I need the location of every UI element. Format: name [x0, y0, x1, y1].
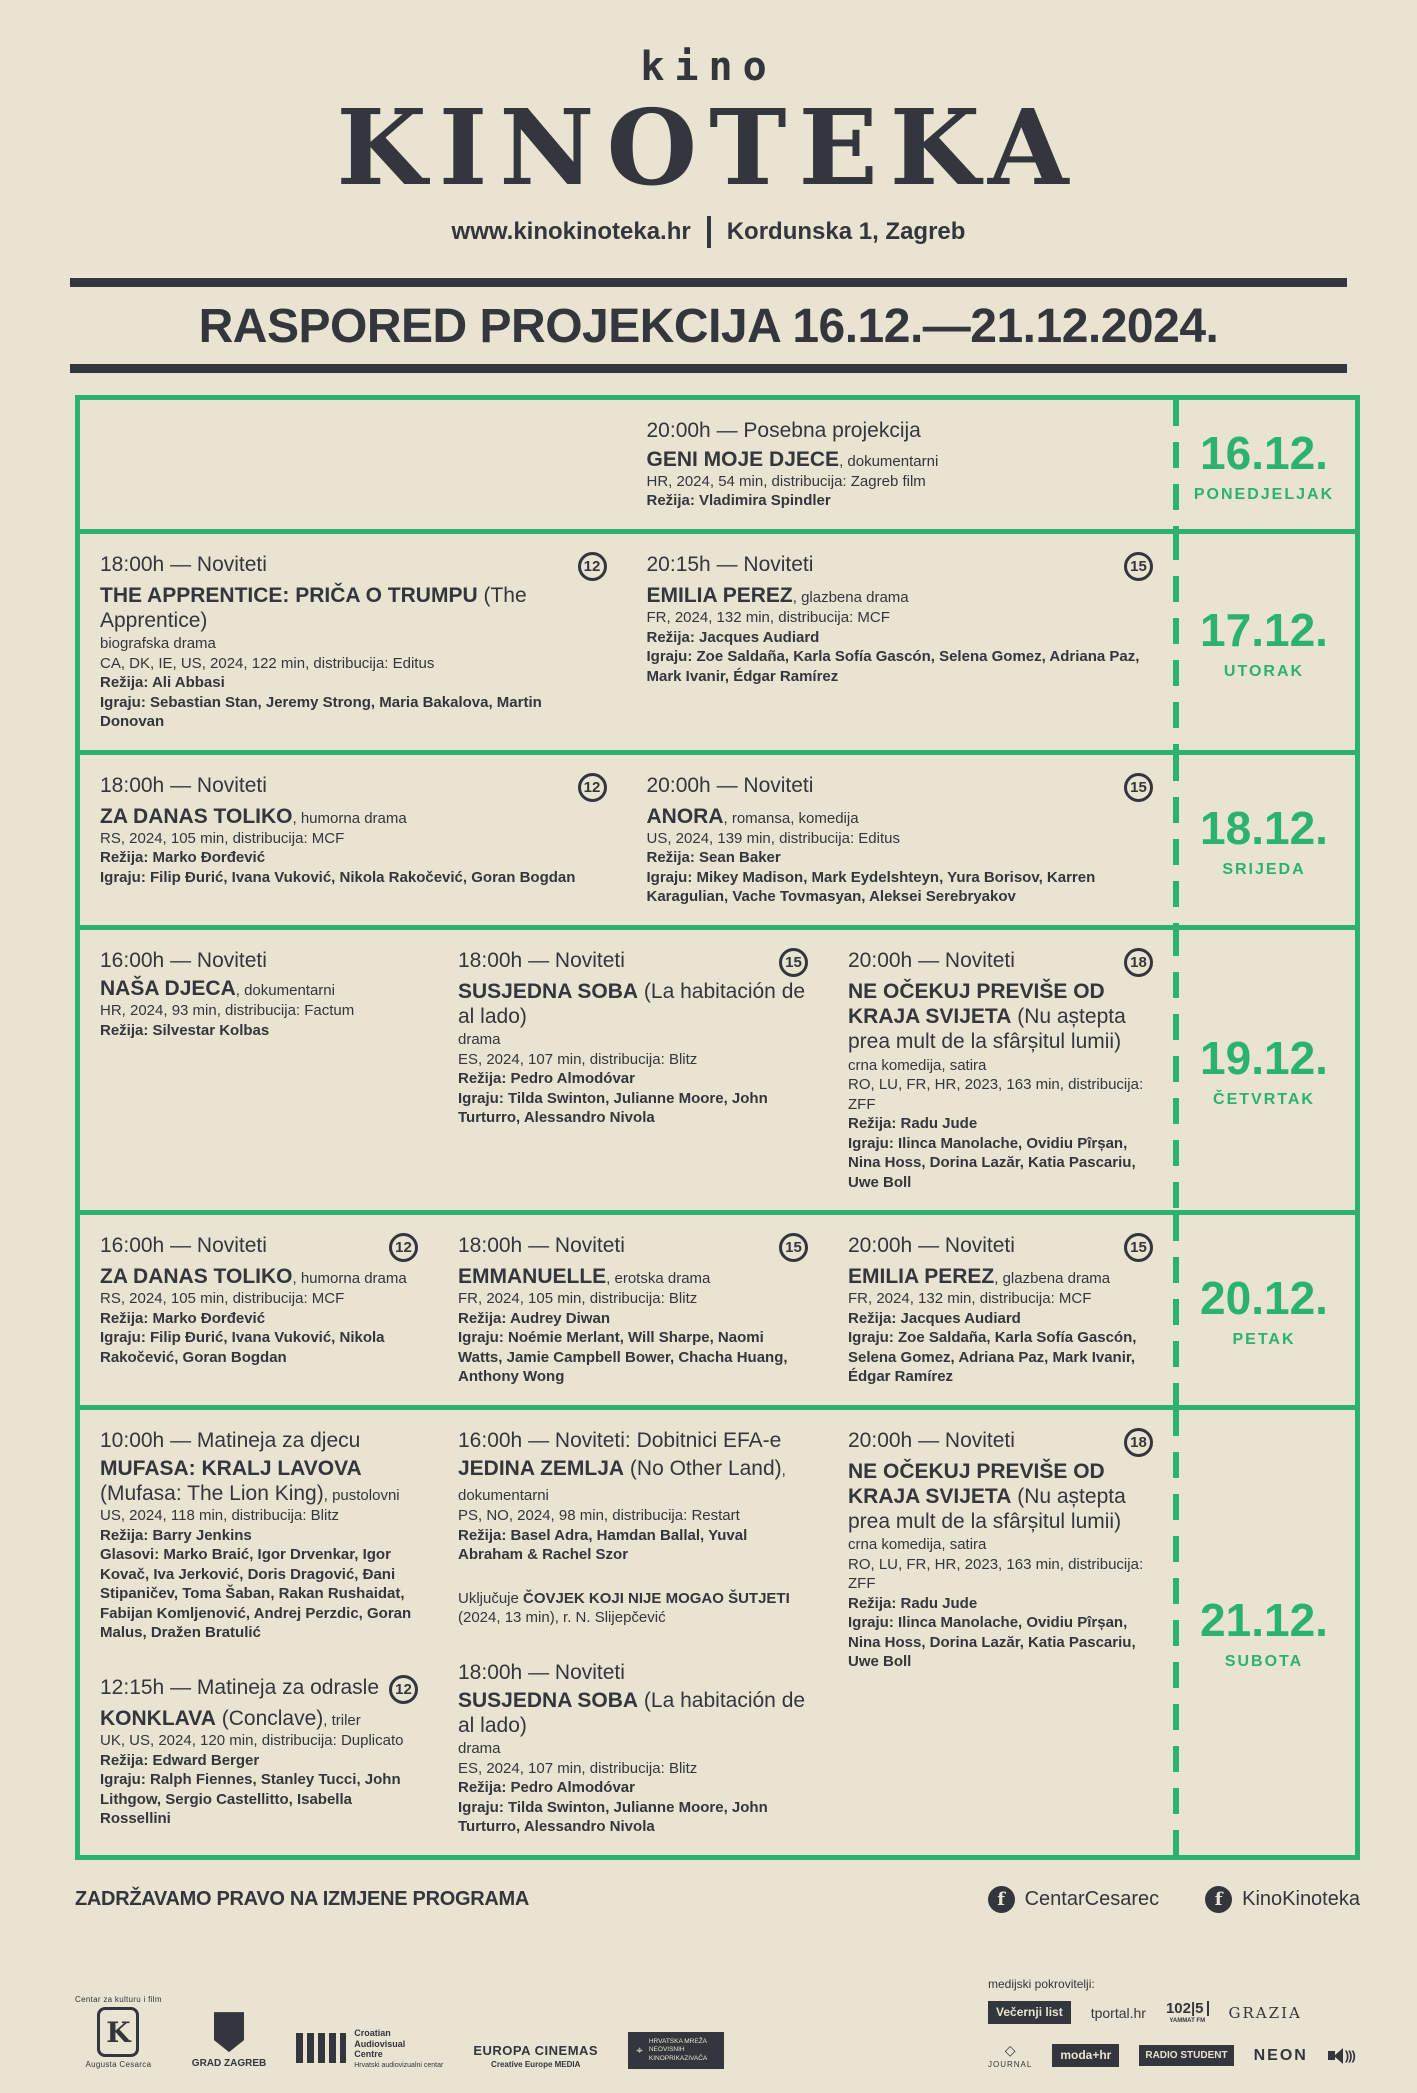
schedule-cell	[438, 1416, 828, 1849]
film-cast: Igraju: Ralph Fiennes, Stanley Tucci, John Lithgow, Sergio Castellitto, Isabella Rossellini	[100, 1771, 401, 1828]
age-rating-badge: 12	[578, 773, 607, 802]
film-title-line	[458, 979, 808, 1029]
website-text: www.kinokinoteka.hr	[451, 218, 691, 246]
film-title: EMILIA PEREZ	[848, 1265, 995, 1289]
film-title: MUFASA: KRALJ LAVOVA	[100, 1456, 362, 1480]
film-title-line	[100, 583, 607, 633]
age-rating-badge: 15	[1124, 773, 1153, 802]
note-prefix: Uključuje	[458, 1589, 524, 1607]
schedule-cell	[828, 936, 1173, 1204]
facebook-item	[988, 1886, 1160, 1913]
day-name: UTORAK	[1223, 662, 1305, 680]
day-name: SUBOTA	[1224, 1653, 1304, 1671]
yammat-fm-logo	[1166, 2001, 1209, 2024]
age-rating-badge: 18	[1124, 1428, 1153, 1457]
facebook-handle: KinoKinoteka	[1242, 1887, 1360, 1910]
film-cast: Igraju: Ilinca Manolache, Ovidiu Pîrșan, Nina Hoss, Dorina Lazăr, Katia Pascariu, Uwe Boll	[848, 1134, 1136, 1191]
age-rating-badge: 15	[1124, 1233, 1153, 1262]
film-title: SUSJEDNA SOBA	[458, 979, 639, 1003]
film-title-line	[100, 1264, 418, 1289]
screening-time-row	[848, 1233, 1153, 1262]
europa-cinemas-name: EUROPA CINEMAS	[473, 2043, 599, 2059]
film-details: CA, DK, IE, US, 2024, 122 min, distribucija: Editus	[100, 654, 435, 672]
schedule-cell	[80, 1221, 438, 1399]
screening-time: 18:00h — Noviteti	[100, 773, 267, 797]
film-details: FR, 2024, 105 min, distribucija: Blitz	[458, 1290, 698, 1308]
film-original-title: (La habitación de al lado)	[458, 979, 806, 1029]
film-genre: , glazbena drama	[792, 588, 909, 606]
film-director: Režija: Jacques Audiard	[646, 628, 820, 646]
film-director: Režija: Jacques Audiard	[848, 1309, 1021, 1327]
havc-subtitle: Hrvatski audiovizualni centar	[354, 2062, 444, 2070]
film-cast: Glasovi: Marko Braić, Igor Drvenkar, Igor Kovač, Iva Jerković, Doris Dragović, Đani Stipaničev, Toma Šaban, Rakan Rushaidat, Fabijan Komljenović, Andrej Perzdic, Goran Malus, Dražen Bratulić	[100, 1546, 412, 1642]
grad-zagreb-label: GRAD ZAGREB	[191, 2058, 267, 2070]
moda-hr-logo: moda+hr	[1052, 2044, 1119, 2067]
day-name: PETAK	[1232, 1330, 1296, 1348]
film-title: GENI MOJE DJECE	[646, 447, 840, 471]
film-director: Režija: Pedro Almodóvar	[458, 1779, 635, 1797]
film-director: Režija: Edward Berger	[100, 1751, 260, 1769]
film-original-title: (Nu aștepta prea mult de la sfârșitul lumii)	[848, 1005, 1126, 1054]
media-sponsors-label: medijski pokrovitelji:	[988, 1976, 1095, 1991]
screening-entry	[848, 948, 1153, 1192]
film-original-title: (Conclave)	[215, 1706, 324, 1730]
film-details: US, 2024, 118 min, distribucija: Blitz	[100, 1507, 339, 1525]
film-director: Režija: Ali Abbasi	[100, 674, 225, 692]
speaker-cone	[1334, 2048, 1343, 2064]
speaker-icon	[1328, 2048, 1355, 2064]
film-title-line	[848, 979, 1153, 1055]
film-genre: , dokumentarni	[458, 1461, 786, 1505]
screening-time-row	[100, 1675, 418, 1704]
film-title: NAŠA DJECA	[100, 977, 236, 1001]
film-title: EMILIA PEREZ	[646, 583, 793, 607]
screening-time: 20:00h — Noviteti	[848, 948, 1015, 972]
logo-kino-small: kino	[640, 44, 777, 90]
note-film-title: ČOVJEK KOJI NIJE MOGAO ŠUTJETI	[523, 1589, 790, 1607]
havc-name: Croatian Audiovisual Centre	[354, 2027, 406, 2060]
screening-time: 12:15h — Matineja za odrasle	[100, 1675, 379, 1699]
screening-entry	[848, 1233, 1153, 1387]
film-director: Režija: Radu Jude	[848, 1115, 978, 1133]
age-rating-badge: 18	[1124, 948, 1153, 977]
film-title-line	[458, 1688, 808, 1738]
film-cast: Igraju: Ilinca Manolache, Ovidiu Pîrșan, Nina Hoss, Dorina Lazăr, Katia Pascariu, Uwe Boll	[848, 1614, 1136, 1671]
zagreb-shield-icon	[214, 2012, 244, 2052]
day-cells	[80, 1410, 1173, 1855]
address-separator	[707, 216, 711, 248]
program-change-note: ZADRŽAVAMO PRAVO NA IZMJENE PROGRAMA	[75, 1887, 530, 1910]
cff-logo	[75, 1995, 162, 2069]
film-genre: , erotska drama	[606, 1270, 711, 1288]
journal-logo	[988, 2042, 1032, 2069]
divider-rule-top	[70, 278, 1347, 287]
tportal-logo: tportal.hr	[1090, 2004, 1146, 2021]
screening-entry	[100, 773, 607, 888]
date-label: 21.12.	[1200, 1594, 1328, 1647]
mreza-label: HRVATSKA MREŽA NEOVISNIH KINOPRIKAZIVAČA	[648, 2037, 708, 2062]
schedule-cell	[828, 1416, 1173, 1849]
film-genre: , humorna drama	[292, 1270, 407, 1288]
film-title: ANORA	[646, 804, 724, 828]
film-director: Režija: Sean Baker	[646, 849, 781, 867]
mreza-logo	[628, 2032, 724, 2069]
film-cast: Igraju: Filip Đurić, Ivana Vuković, Nikola Rakočević, Goran Bogdan	[100, 868, 576, 886]
screening-time-row	[458, 1660, 808, 1686]
schedule-cell	[828, 1221, 1173, 1399]
film-title: ZA DANAS TOLIKO	[100, 804, 293, 828]
schedule-cell	[627, 406, 1174, 522]
day-cells	[80, 930, 1173, 1210]
schedule-cell	[438, 1221, 828, 1399]
facebook-handle: CentarCesarec	[1024, 1887, 1160, 1910]
screening-entry	[100, 948, 418, 1040]
footer-row	[75, 1886, 1360, 1913]
film-details: RS, 2024, 105 min, distribucija: MCF	[100, 1290, 345, 1308]
screening-time-row	[458, 1428, 808, 1454]
yammat-subtitle: YAMMAT FM	[1169, 2018, 1206, 2025]
cff-logo-mark: K	[97, 2007, 139, 2057]
film-genre-line: crna komedija, satira	[848, 1536, 987, 1554]
address-line	[0, 216, 1417, 248]
divider-rule-bottom	[70, 364, 1347, 373]
age-rating-badge: 15	[779, 948, 808, 977]
date-label: 18.12.	[1200, 801, 1328, 854]
film-title: EMMANUELLE	[458, 1265, 607, 1289]
film-details: PS, NO, 2024, 98 min, distribucija: Restart	[458, 1507, 740, 1525]
film-details: FR, 2024, 132 min, distribucija: MCF	[646, 609, 890, 627]
film-cast: Igraju: Noémie Merlant, Will Sharpe, Naomi Watts, Jamie Campbell Bower, Chacha Huang, Anthony Wong	[458, 1329, 788, 1386]
film-title-line	[647, 804, 1154, 829]
grazia-logo: GRAZIA	[1228, 2003, 1302, 2022]
facebook-item	[1205, 1886, 1360, 1913]
film-details: US, 2024, 139 min, distribucija: Editus	[646, 829, 900, 847]
yammat-number: 102|5	[1166, 2001, 1209, 2016]
europa-cinemas-subtitle: Creative Europe MEDIA	[491, 2060, 581, 2070]
day-name: SRIJEDA	[1222, 860, 1306, 878]
film-title-line	[458, 1264, 808, 1289]
radio-student-logo: RADIO STUDENT	[1139, 2045, 1233, 2066]
film-original-title: (The Apprentice)	[100, 583, 527, 633]
film-title: SUSJEDNA SOBA	[458, 1689, 639, 1713]
film-details: UK, US, 2024, 120 min, distribucija: Duplicato	[100, 1732, 404, 1750]
screening-time: 20:00h — Posebna projekcija	[646, 419, 921, 443]
film-director: Režija: Marko Đorđević	[100, 849, 266, 867]
screening-time: 16:00h — Noviteti	[100, 1234, 267, 1258]
schedule-table	[75, 395, 1360, 1860]
film-cast: Igraju: Tilda Swinton, Julianne Moore, John Turturro, Alessandro Nivola	[458, 1089, 768, 1127]
screening-entry	[647, 552, 1154, 686]
film-director: Režija: Silvestar Kolbas	[100, 1021, 270, 1039]
schedule-title: RASPORED PROJEKCIJA 16.12.—21.12.2024.	[198, 300, 1219, 354]
film-original-title: (La habitación de al lado)	[458, 1689, 806, 1738]
film-cast: Igraju: Sebastian Stan, Jeremy Strong, Maria Bakalova, Martin Donovan	[100, 693, 542, 731]
screening-time: 18:00h — Noviteti	[458, 1234, 625, 1258]
vecernji-list-logo: Večernji list	[988, 2001, 1071, 2024]
age-rating-badge: 12	[389, 1675, 418, 1704]
schedule-cell	[80, 540, 627, 744]
screening-entry	[100, 1675, 418, 1829]
screening-entry	[458, 1233, 808, 1387]
europa-cinemas-logo	[473, 2043, 598, 2069]
film-details: RO, LU, FR, HR, 2023, 163 min, distribucija: ZFF	[848, 1076, 1144, 1113]
film-title-line	[848, 1264, 1153, 1289]
cff-logo-bottom-text: Augusta Cesarca	[85, 2060, 152, 2070]
age-rating-badge: 15	[779, 1233, 808, 1262]
age-rating-badge: 15	[1124, 552, 1153, 581]
film-title: JEDINA ZEMLJA	[458, 1456, 625, 1480]
screening-entry	[100, 1428, 418, 1643]
screening-time-row	[100, 1233, 418, 1262]
screening-time-row	[100, 948, 418, 974]
screening-time-row	[647, 552, 1154, 581]
film-genre: , pustolovni	[323, 1487, 400, 1505]
date-column	[1173, 534, 1355, 750]
film-director: Režija: Barry Jenkins	[100, 1526, 252, 1544]
date-label: 19.12.	[1200, 1032, 1328, 1084]
film-details: HR, 2024, 93 min, distribucija: Factum	[100, 1002, 355, 1020]
film-cast: Igraju: Filip Đurić, Ivana Vuković, Nikola Rakočević, Goran Bogdan	[100, 1329, 385, 1366]
date-label: 20.12.	[1200, 1271, 1328, 1324]
day-cells	[80, 400, 1173, 528]
screening-entry	[848, 1428, 1153, 1672]
film-director: Režija: Vladimira Spindler	[646, 492, 831, 510]
schedule-cell	[438, 936, 828, 1204]
film-director: Režija: Basel Adra, Hamdan Ballal, Yuval Abraham & Rachel Szor	[458, 1526, 748, 1564]
projector-icon: ⌖	[636, 2043, 643, 2057]
day-cells	[80, 1215, 1173, 1405]
screening-time-row	[458, 1233, 808, 1262]
screening-time-row	[100, 552, 607, 581]
media-row	[988, 2001, 1302, 2024]
film-director: Režija: Marko Đorđević	[100, 1309, 266, 1327]
screening-time-row	[848, 948, 1153, 977]
film-cast: Igraju: Zoe Saldaña, Karla Sofía Gascón, Selena Gomez, Adriana Paz, Mark Ivanir, Édgar Ramírez	[848, 1329, 1137, 1386]
media-row	[988, 2042, 1355, 2069]
journal-name: JOURNAL	[988, 2060, 1033, 2070]
schedule-cell	[627, 761, 1174, 919]
day-cells	[80, 534, 1173, 750]
screening-entry	[100, 552, 607, 732]
havc-logo	[296, 2028, 443, 2069]
day-name: PONEDJELJAK	[1193, 485, 1335, 503]
schedule-cell	[627, 540, 1174, 744]
day-row-21-12-	[80, 1405, 1355, 1855]
havc-text	[354, 2028, 443, 2069]
film-genre-line: drama	[458, 1031, 501, 1049]
film-details: RO, LU, FR, HR, 2023, 163 min, distribucija: ZFF	[848, 1555, 1144, 1593]
neon-logo: NEON	[1253, 2046, 1308, 2064]
screening-time: 20:00h — Noviteti	[646, 773, 814, 797]
screening-time: 20:15h — Noviteti	[646, 552, 814, 576]
facebook-icon: f	[1205, 1886, 1232, 1913]
screening-time: 18:00h — Noviteti	[458, 1660, 625, 1684]
logo-kinoteka: KINOTEKA	[336, 86, 1081, 209]
date-column	[1173, 930, 1355, 1210]
film-details: FR, 2024, 132 min, distribucija: MCF	[848, 1290, 1092, 1308]
logo-strip	[75, 1977, 1360, 2069]
date-column	[1173, 400, 1355, 528]
screening-time: 10:00h — Matineja za djecu	[100, 1428, 361, 1452]
included-short-film-note	[458, 1589, 808, 1628]
film-genre: , glazbena drama	[994, 1270, 1111, 1288]
screening-entry	[458, 948, 808, 1128]
day-row-17-12-	[80, 529, 1355, 750]
facebook-icon: f	[988, 1886, 1015, 1913]
partner-logos	[75, 1995, 724, 2069]
screening-entry	[647, 773, 1154, 907]
date-column	[1173, 1215, 1355, 1405]
film-title: THE APPRENTICE: PRIČA O TRUMPU	[100, 583, 478, 607]
note-suffix: (2024, 13 min), r. N. Slijepčević	[458, 1609, 666, 1627]
media-sponsors	[988, 1977, 1360, 2069]
schedule-cell	[80, 406, 627, 522]
day-cells	[80, 755, 1173, 925]
date-label: 16.12.	[1200, 426, 1328, 479]
facebook-links	[988, 1886, 1360, 1913]
film-director: Režija: Pedro Almodóvar	[458, 1070, 635, 1088]
film-genre-line: biografska drama	[100, 635, 216, 653]
film-original-title: (No Other Land)	[624, 1456, 782, 1480]
journal-diamond-icon: ◇	[1004, 2042, 1016, 2059]
screening-entry	[100, 1233, 418, 1367]
date-label: 17.12.	[1200, 603, 1328, 656]
address-text: Kordunska 1, Zagreb	[726, 218, 966, 246]
age-rating-badge: 12	[389, 1233, 418, 1262]
film-title-line	[100, 1706, 418, 1731]
film-genre-line: drama	[458, 1740, 501, 1758]
schedule-cell	[80, 936, 438, 1204]
day-row-18-12-	[80, 750, 1355, 925]
speaker-waves: )))	[1344, 2048, 1355, 2064]
day-row-16-12-	[80, 400, 1355, 528]
screening-time-row	[647, 418, 1154, 444]
film-genre: , romansa, komedija	[723, 809, 859, 827]
screening-time: 16:00h — Noviteti	[100, 948, 267, 972]
screening-time-row	[100, 1428, 418, 1454]
film-genre: , humorna drama	[292, 809, 407, 827]
day-row-20-12-	[80, 1210, 1355, 1405]
day-row-19-12-	[80, 925, 1355, 1210]
film-genre-line: crna komedija, satira	[848, 1056, 987, 1074]
film-genre: , dokumentarni	[839, 452, 939, 470]
schedule-cell	[80, 761, 627, 919]
film-director: Režija: Radu Jude	[848, 1594, 978, 1612]
film-genre: , triler	[323, 1711, 361, 1729]
film-title-line	[848, 1459, 1153, 1535]
film-title-line	[100, 976, 418, 1001]
film-title-line	[458, 1456, 808, 1506]
grad-zagreb-logo	[192, 2012, 266, 2069]
film-details: HR, 2024, 54 min, distribucija: Zagreb film	[646, 472, 926, 490]
film-title-line	[647, 583, 1154, 608]
date-column	[1173, 755, 1355, 925]
film-details: RS, 2024, 105 min, distribucija: MCF	[100, 829, 345, 847]
screening-time: 18:00h — Noviteti	[458, 948, 625, 972]
film-title-line	[100, 1456, 418, 1506]
cff-logo-top-text: Centar za kulturu i film	[75, 1995, 162, 2005]
film-cast: Igraju: Tilda Swinton, Julianne Moore, John Turturro, Alessandro Nivola	[458, 1798, 768, 1836]
film-title: NE OČEKUJ PREVIŠE OD KRAJA SVIJETA	[848, 979, 1105, 1029]
film-cast: Igraju: Zoe Saldaña, Karla Sofía Gascón, Selena Gomez, Adriana Paz, Mark Ivanir, Édgar Ramírez	[646, 648, 1140, 685]
film-title-line	[647, 447, 1154, 472]
age-rating-badge: 12	[578, 552, 607, 581]
film-cast: Igraju: Mikey Madison, Mark Eydelshteyn, Yura Borisov, Karren Karagulian, Vache Tovmasyan, Aleksei Serebryakov	[646, 868, 1096, 906]
screening-time: 20:00h — Noviteti	[848, 1234, 1015, 1258]
screening-entry	[458, 1660, 808, 1837]
screening-time: 18:00h — Noviteti	[100, 552, 267, 576]
film-director: Režija: Audrey Diwan	[458, 1309, 610, 1327]
film-title: ZA DANAS TOLIKO	[100, 1265, 293, 1289]
screening-entry	[458, 1428, 808, 1628]
film-details: ES, 2024, 107 min, distribucija: Blitz	[458, 1050, 698, 1068]
film-original-title: (Nu aștepta prea mult de la sfârșitul lumii)	[848, 1484, 1126, 1534]
film-details: ES, 2024, 107 min, distribucija: Blitz	[458, 1759, 698, 1777]
film-title: NE OČEKUJ PREVIŠE OD KRAJA SVIJETA	[848, 1459, 1105, 1508]
film-title-line	[100, 804, 607, 829]
date-column	[1173, 1410, 1355, 1855]
film-original-title: (Mufasa: The Lion King)	[100, 1482, 324, 1506]
screening-time-row	[100, 773, 607, 802]
screening-time-row	[848, 1428, 1153, 1457]
havc-bars-icon	[296, 2033, 346, 2063]
screening-time: 20:00h — Noviteti	[848, 1428, 1015, 1452]
film-genre: , dokumentarni	[235, 982, 335, 1000]
film-title: KONKLAVA	[100, 1706, 216, 1730]
screening-time-row	[647, 773, 1154, 802]
schedule-cell	[80, 1416, 438, 1849]
screening-time: 16:00h — Noviteti: Dobitnici EFA-e	[458, 1428, 782, 1452]
screening-time-row	[458, 948, 808, 977]
screening-entry	[647, 418, 1154, 510]
day-name: ČETVRTAK	[1213, 1091, 1315, 1108]
